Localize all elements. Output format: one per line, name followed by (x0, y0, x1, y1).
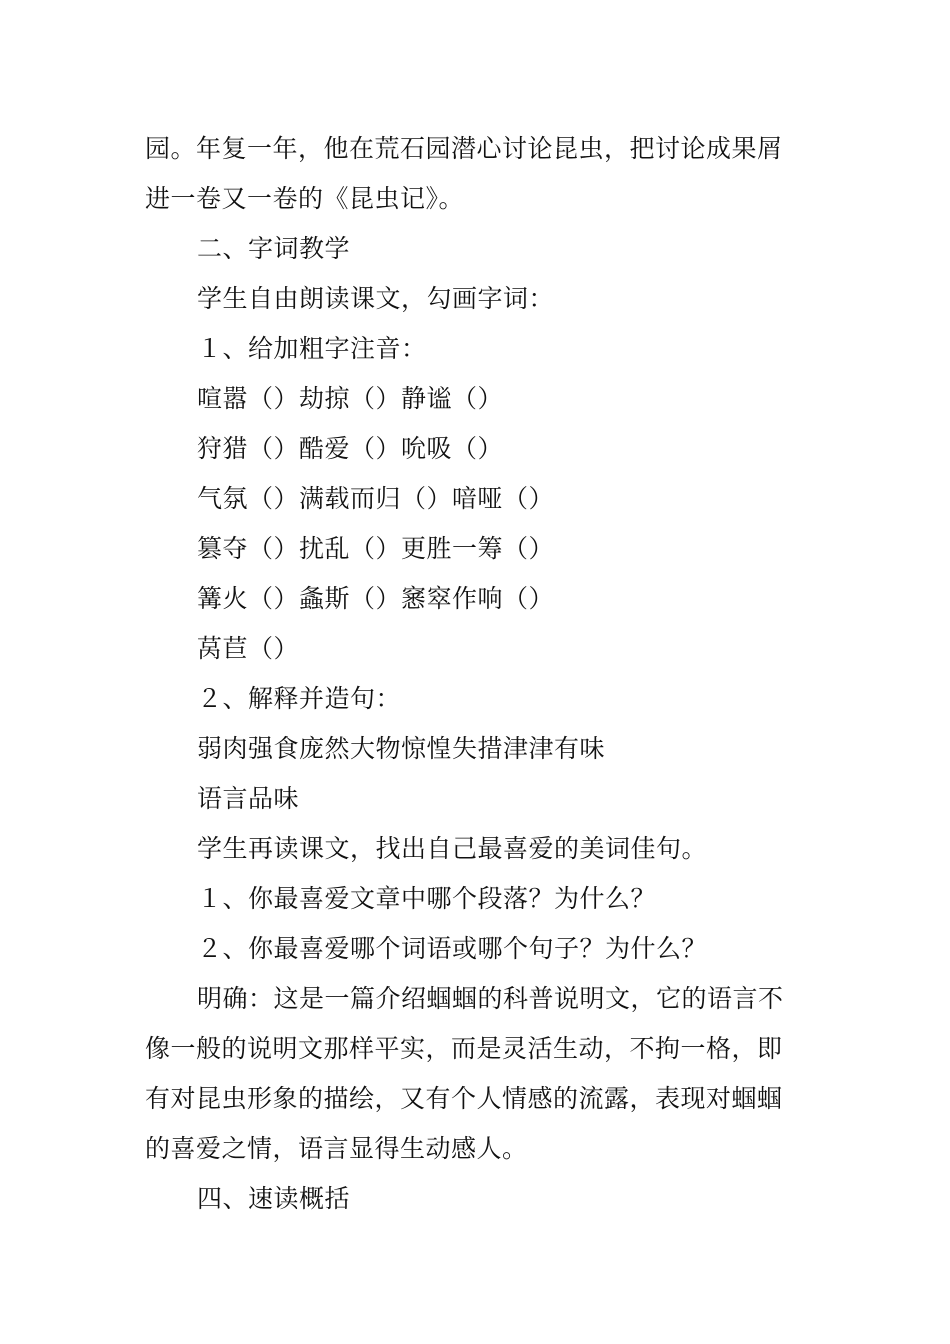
answer-paragraph-line-1: 明确：这是一篇介绍蝈蝈的科普说明文，它的语言不 (197, 984, 784, 1013)
idiom-list: 弱肉强食庞然大物惊惶失措津津有味 (197, 734, 606, 763)
word-list-row-3: 气氛（）满载而归（）喑哑（） (197, 484, 555, 513)
paragraph-continuation-line-2: 进一卷又一卷的《昆虫记》。 (145, 184, 465, 213)
answer-paragraph-line-4: 的喜爱之情，语言显得生动感人。 (145, 1134, 528, 1163)
instruction-text: 学生自由朗读课文，勾画字词： (197, 284, 555, 313)
question-2: ２、你最喜爱哪个词语或哪个句子？为什么？ (197, 934, 708, 963)
section-heading-speed-reading: 四、速读概括 (197, 1184, 351, 1213)
section-heading-language: 语言品味 (197, 784, 300, 813)
instruction-reread: 学生再读课文，找出自己最喜爱的美词佳句。 (197, 834, 708, 863)
word-list-row-4: 篡夺（）扰乱（）更胜一筹（） (197, 534, 555, 563)
exercise-2-title: ２、解释并造句： (197, 684, 402, 713)
section-heading-vocabulary: 二、字词教学 (197, 234, 351, 263)
exercise-1-title: １、给加粗字注音： (197, 334, 427, 363)
paragraph-continuation-line-1: 园。年复一年，他在荒石园潜心讨论昆虫，把讨论成果屑 (145, 134, 783, 163)
answer-paragraph-line-3: 有对昆虫形象的描绘，又有个人情感的流露，表现对蝈蝈 (145, 1084, 783, 1113)
word-list-row-2: 狩猎（）酷爱（）吮吸（） (197, 434, 504, 463)
word-list-row-1: 喧嚣（）劫掠（）静谧（） (197, 384, 504, 413)
question-1: １、你最喜爱文章中哪个段落？为什么？ (197, 884, 657, 913)
word-list-row-5: 篝火（）螽斯（）窸窣作响（） (197, 584, 555, 613)
answer-paragraph-line-2: 像一般的说明文那样平实，而是灵活生动，不拘一格，即 (145, 1034, 783, 1063)
word-list-row-6: 莴苣（） (197, 634, 300, 663)
